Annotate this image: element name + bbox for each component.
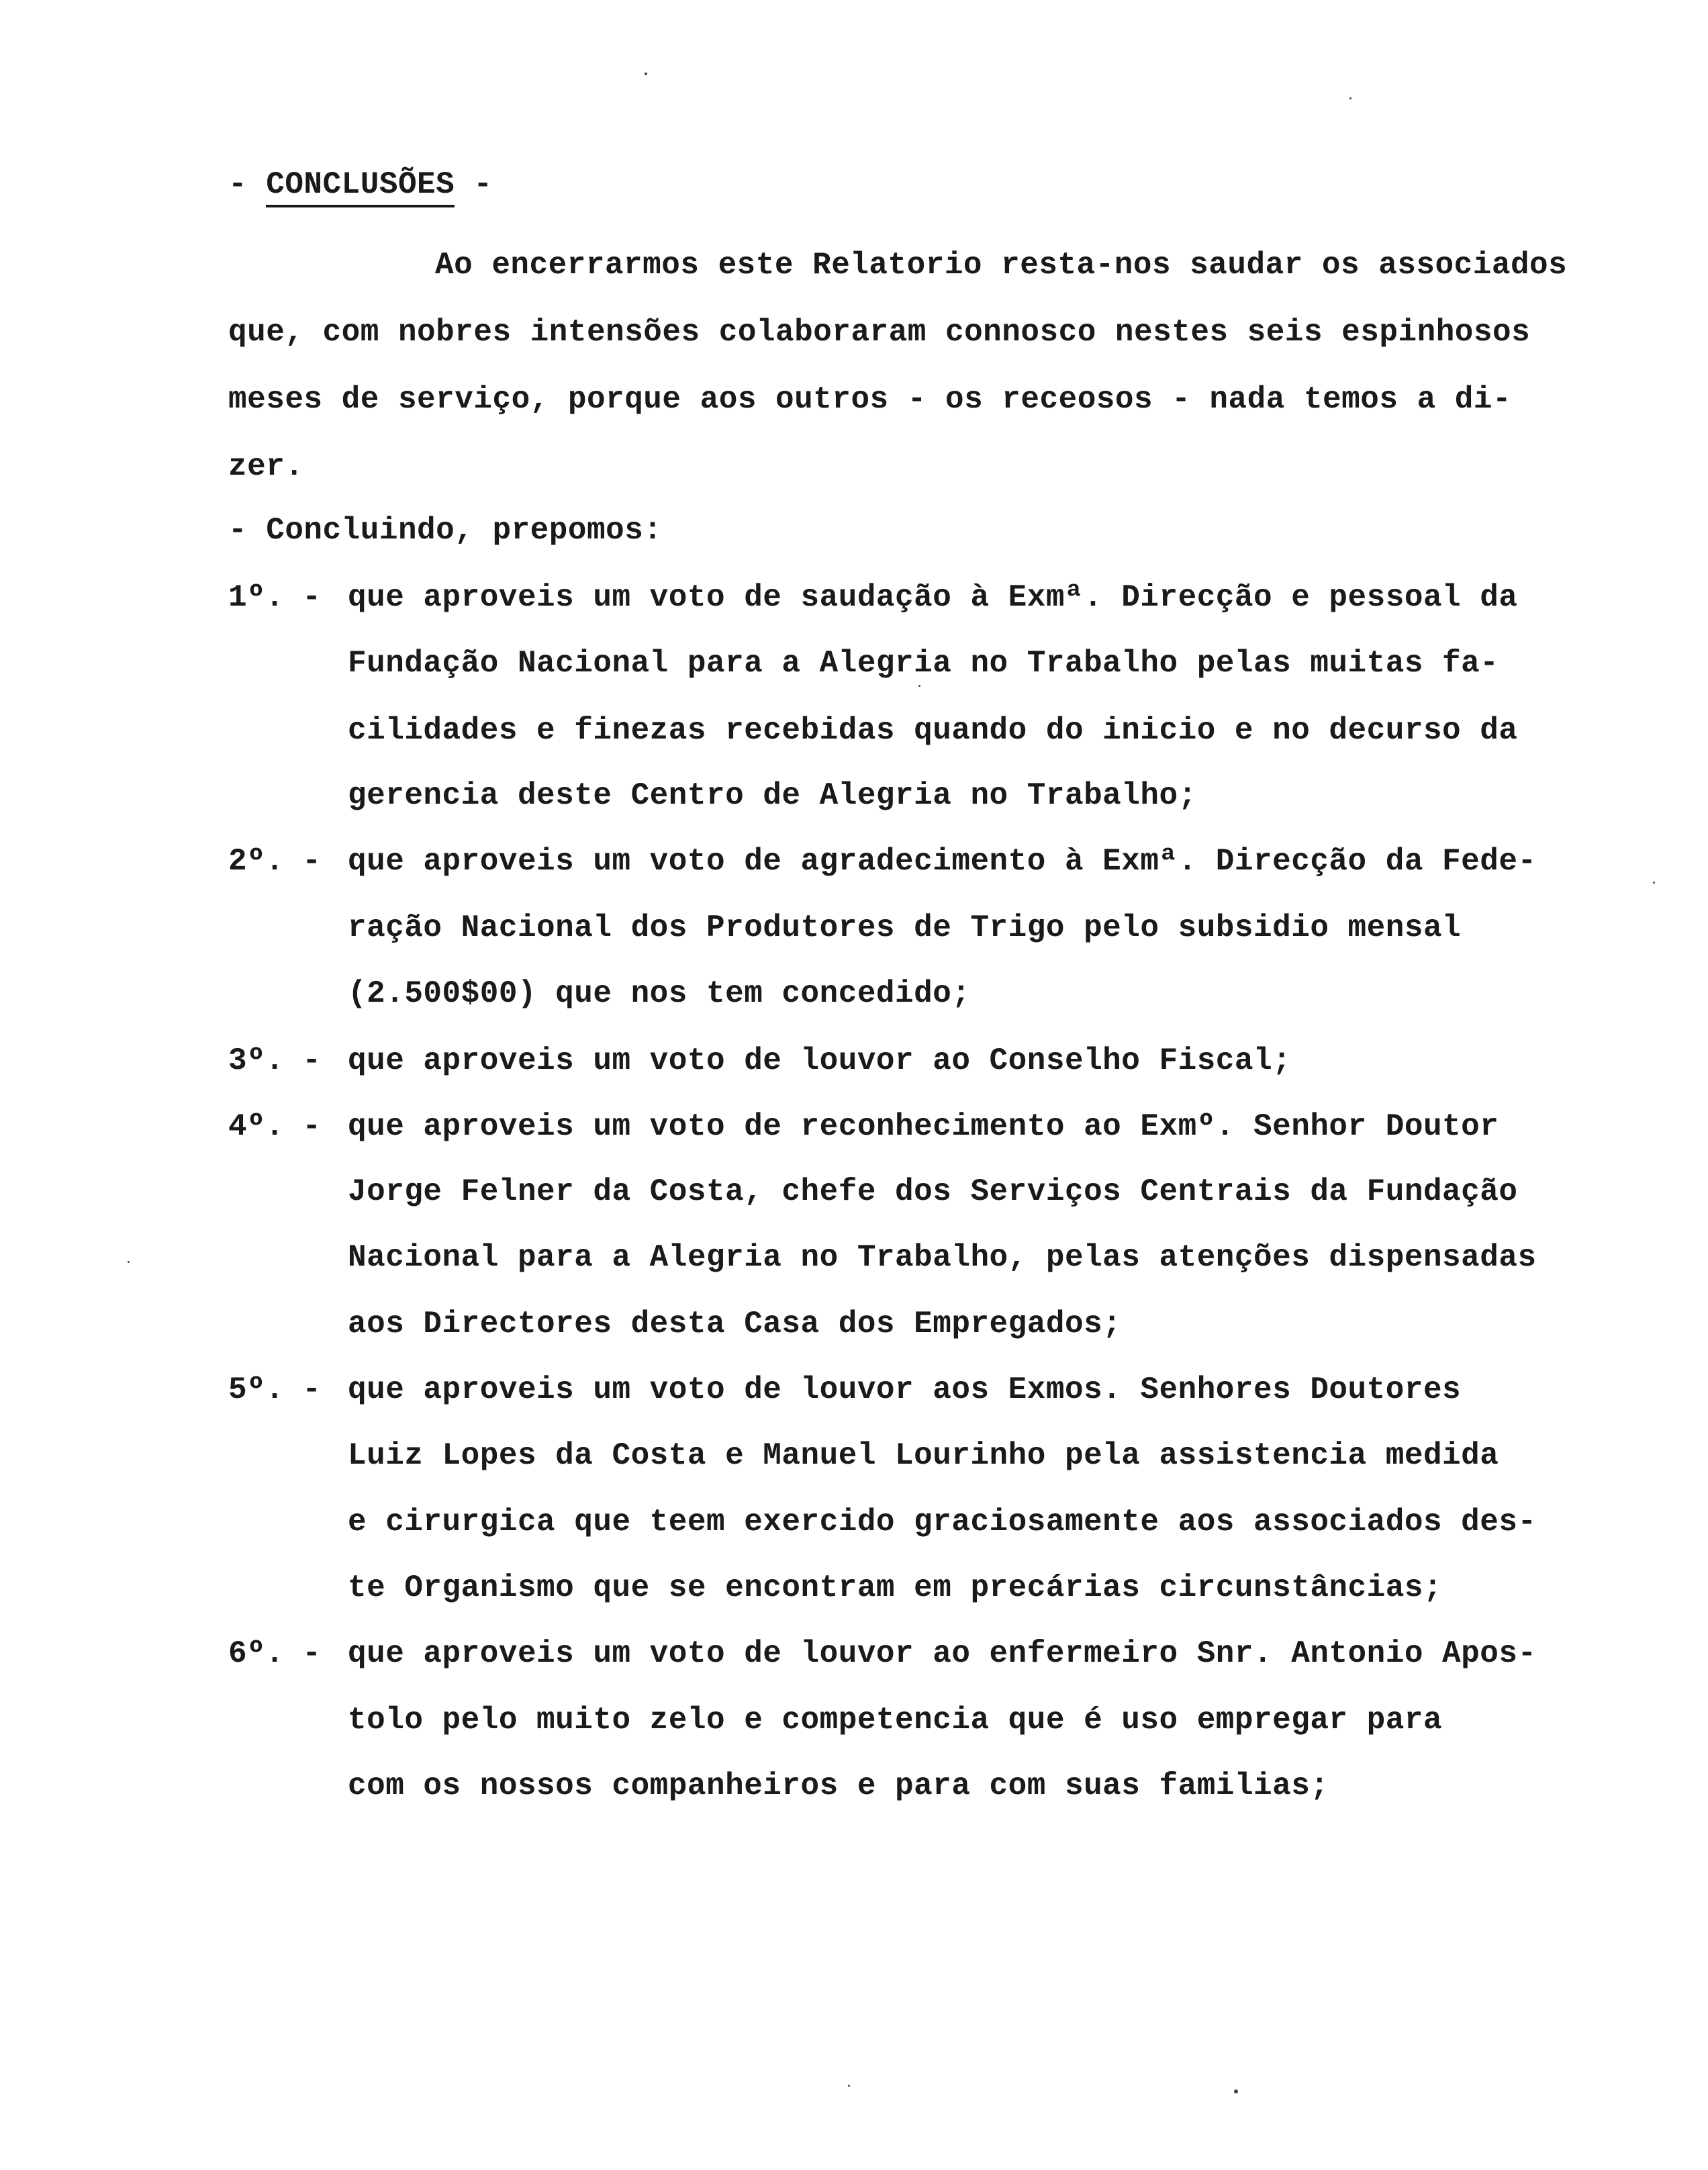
item-2-line-2: ração Nacional dos Produtores de Trigo pelo subsidio mensal	[348, 910, 1462, 945]
item-1-number: 1º. -	[228, 580, 322, 615]
item-5-line-1: que aproveis um voto de louvor aos Exmos. Senhores Doutores	[348, 1372, 1462, 1407]
item-1-line-2: Fundação Nacional para a Alegria no Trabalho pelas muitas fa-	[348, 646, 1499, 681]
item-3-number: 3º. -	[228, 1043, 322, 1078]
scan-speck	[848, 2085, 850, 2087]
concluding-line: - Concluindo, prepomos:	[228, 513, 663, 548]
scan-speck	[1653, 882, 1655, 884]
item-6-line-3: com os nossos companheiros e para com suas familias;	[348, 1768, 1329, 1803]
item-6-line-1: que aproveis um voto de louvor ao enfermeiro Snr. Antonio Apos-	[348, 1636, 1537, 1671]
item-2-line-1: que aproveis um voto de agradecimento à Exmª. Direcção da Fede-	[348, 844, 1537, 879]
title-dash-right: -	[455, 167, 493, 202]
title-dash-left: -	[228, 167, 267, 202]
item-5-line-3: e cirurgica que teem exercido graciosamente aos associados des-	[348, 1505, 1537, 1540]
scan-speck	[1234, 2089, 1238, 2093]
item-6-line-2: tolo pelo muito zelo e competencia que é uso empregar para	[348, 1703, 1443, 1738]
item-1-line-4: gerencia deste Centro de Alegria no Trabalho;	[348, 778, 1197, 813]
item-4-number: 4º. -	[228, 1109, 322, 1144]
scan-speck	[128, 1261, 130, 1263]
intro-line-3: meses de serviço, porque aos outros - os receosos - nada temos a di-	[228, 382, 1512, 417]
item-6-number: 6º. -	[228, 1636, 322, 1671]
intro-line-1: Ao encerrarmos este Relatorio resta-nos saudar os associados	[435, 248, 1568, 283]
item-2-line-3: (2.500$00) que nos tem concedido;	[348, 976, 971, 1011]
item-5-line-2: Luiz Lopes da Costa e Manuel Lourinho pela assistencia medida	[348, 1438, 1499, 1473]
intro-line-2: que, com nobres intensões colaboraram connosco nestes seis espinhosos	[228, 315, 1531, 350]
item-4-line-4: aos Directores desta Casa dos Empregados;	[348, 1307, 1122, 1341]
item-5-number: 5º. -	[228, 1372, 322, 1407]
item-4-line-2: Jorge Felner da Costa, chefe dos Serviços Centrais da Fundação	[348, 1174, 1518, 1209]
intro-line-4: zer.	[228, 449, 304, 484]
item-4-line-1: que aproveis um voto de reconhecimento ao Exmº. Senhor Doutor	[348, 1109, 1499, 1144]
scan-speck	[918, 685, 920, 687]
item-2-number: 2º. -	[228, 844, 322, 879]
title-text: CONCLUSÕES	[266, 167, 455, 207]
item-5-line-4: te Organismo que se encontram em precárias circunstâncias;	[348, 1570, 1443, 1605]
scan-speck	[645, 73, 647, 75]
item-1-line-1: que aproveis um voto de saudação à Exmª. Direcção e pessoal da	[348, 580, 1518, 615]
item-3-line-1: que aproveis um voto de louvor ao Conselho Fiscal;	[348, 1043, 1292, 1078]
scan-speck	[1349, 97, 1351, 99]
item-4-line-3: Nacional para a Alegria no Trabalho, pelas atenções dispensadas	[348, 1240, 1537, 1275]
section-title	[228, 164, 492, 205]
item-1-line-3: cilidades e finezas recebidas quando do inicio e no decurso da	[348, 713, 1518, 748]
